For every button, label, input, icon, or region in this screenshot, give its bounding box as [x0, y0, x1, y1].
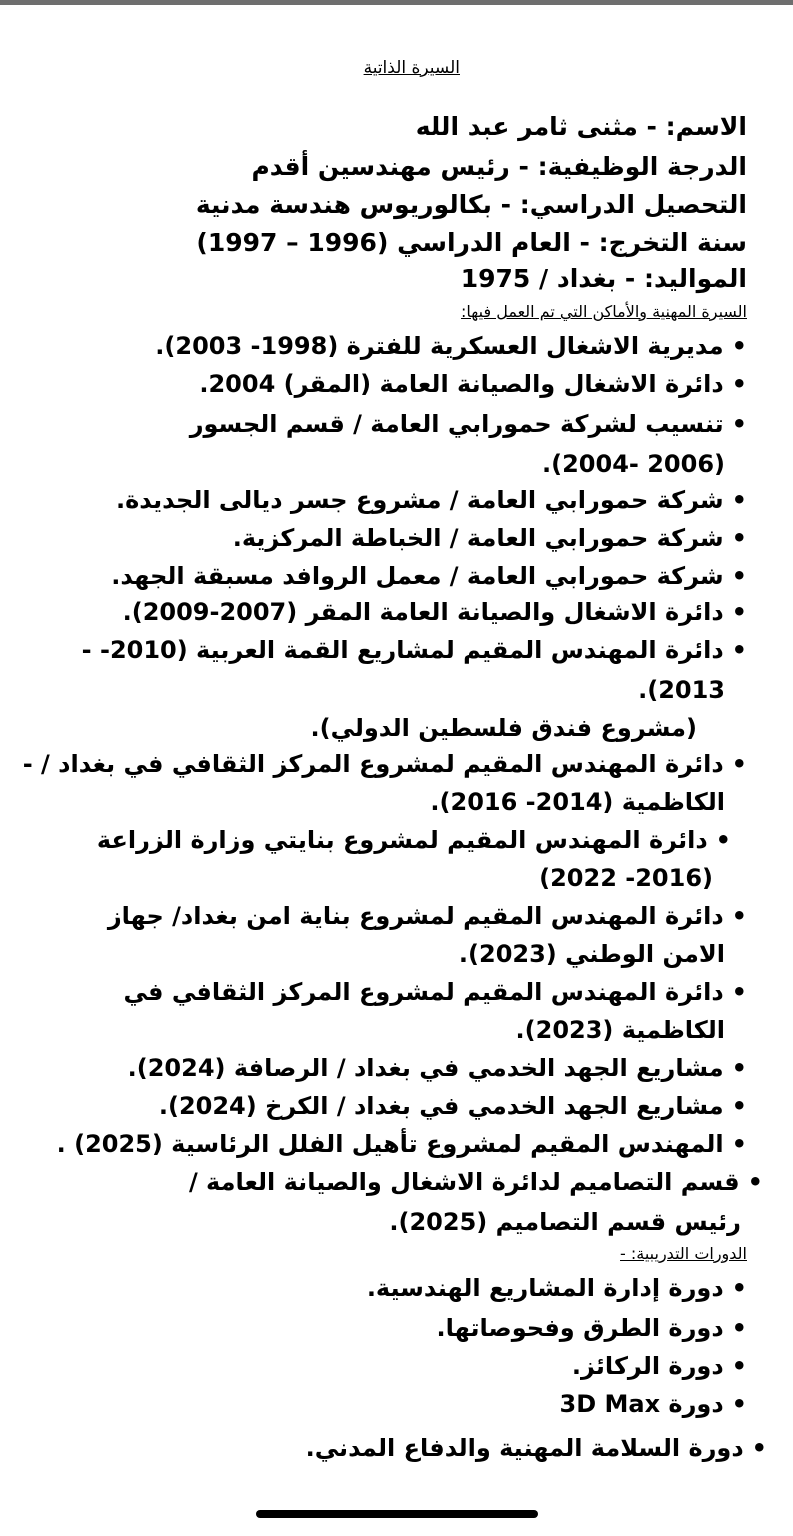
course-item: •دورة 3D Max: [559, 1390, 747, 1418]
career-item: •مشاريع الجهد الخدمي في بغداد / الرصافة (2024).: [127, 1054, 747, 1082]
bullet-icon: •: [731, 486, 747, 514]
bullet-icon: •: [715, 826, 731, 854]
course-item: •دورة السلامة المهنية والدفاع المدني.: [305, 1434, 767, 1462]
career-item: •مديرية الاشغال العسكرية للفترة (1998- 2003).: [155, 332, 747, 360]
bullet-icon: •: [731, 1274, 747, 1302]
bullet-icon: •: [731, 524, 747, 552]
career-item-continuation: الكاظمية (2014- 2016).: [430, 788, 725, 816]
bullet-icon: •: [731, 1130, 747, 1158]
bullet-icon: •: [731, 1054, 747, 1082]
career-item: •دائرة المهندس المقيم لمشروع المركز الثقافي في بغداد / -: [22, 750, 747, 778]
career-item: •دائرة الاشغال والصيانة العامة (المقر) 2004.: [199, 370, 747, 398]
career-item: •مشاريع الجهد الخدمي في بغداد / الكرخ (2024).: [158, 1092, 747, 1120]
bullet-icon: •: [751, 1434, 767, 1462]
career-item: •شركة حمورابي العامة / الخباطة المركزية.: [232, 524, 747, 552]
career-item-continuation: (2006 -2004).: [542, 450, 725, 478]
bullet-icon: •: [747, 1168, 763, 1196]
career-item: •قسم التصاميم لدائرة الاشغال والصيانة العامة /: [188, 1168, 763, 1196]
career-item: •تنسيب لشركة حمورابي العامة / قسم الجسور: [189, 410, 747, 438]
bullet-icon: •: [731, 598, 747, 626]
career-item-continuation: (2016- 2022): [539, 864, 713, 892]
course-item: •دورة الطرق وفحوصاتها.: [436, 1314, 747, 1342]
name-line: الاسم: - مثنى ثامر عبد الله: [415, 112, 747, 141]
graduation-line: سنة التخرج: - العام الدراسي (1996 – 1997): [196, 228, 747, 257]
bullet-icon: •: [731, 750, 747, 778]
bullet-icon: •: [731, 1092, 747, 1120]
career-item-continuation: 2013).: [638, 676, 725, 704]
career-heading: السيرة المهنية والأماكن التي تم العمل فيها:: [461, 302, 747, 321]
bullet-icon: •: [731, 332, 747, 360]
bullet-icon: •: [731, 370, 747, 398]
career-item: •دائرة المهندس المقيم لمشروع المركز الثقافي في: [123, 978, 747, 1006]
career-item: •دائرة المهندس المقيم لمشاريع القمة العربية (2010- -: [81, 636, 747, 664]
bullet-icon: •: [731, 978, 747, 1006]
career-item: •دائرة المهندس المقيم لمشروع بنايتي وزارة الزراعة: [96, 826, 731, 854]
home-indicator[interactable]: [256, 1510, 538, 1518]
career-item-continuation: رئيس قسم التصاميم (2025).: [389, 1208, 741, 1236]
courses-heading: الدورات التدريبية: -: [620, 1244, 747, 1263]
bullet-icon: •: [731, 1314, 747, 1342]
bullet-icon: •: [731, 562, 747, 590]
bullet-icon: •: [731, 410, 747, 438]
job-grade-line: الدرجة الوظيفية: - رئيس مهندسين أقدم: [251, 152, 747, 181]
career-item: •دائرة الاشغال والصيانة العامة المقر (2007-2009).: [122, 598, 747, 626]
career-item: •دائرة المهندس المقيم لمشروع بناية امن بغداد/ جهاز: [107, 902, 747, 930]
education-line: التحصيل الدراسي: - بكالوريوس هندسة مدنية: [195, 190, 747, 219]
document-title: السيرة الذاتية: [363, 58, 460, 78]
career-item: •شركة حمورابي العامة / معمل الروافد مسبقة الجهد.: [111, 562, 747, 590]
bullet-icon: •: [731, 1352, 747, 1380]
career-item-continuation: الكاظمية (2023).: [515, 1016, 725, 1044]
career-item-continuation: الامن الوطني (2023).: [458, 940, 725, 968]
course-item: •دورة إدارة المشاريع الهندسية.: [366, 1274, 747, 1302]
career-item: •المهندس المقيم لمشروع تأهيل الفلل الرئاسية (2025) .: [56, 1130, 747, 1158]
bullet-icon: •: [731, 902, 747, 930]
bullet-icon: •: [731, 636, 747, 664]
career-item-note: (مشروع فندق فلسطين الدولي).: [310, 714, 697, 742]
bullet-icon: •: [731, 1390, 747, 1418]
course-item: •دورة الركائز.: [571, 1352, 747, 1380]
career-item: •شركة حمورابي العامة / مشروع جسر ديالى الجديدة.: [116, 486, 747, 514]
birth-line: المواليد: - بغداد / 1975: [460, 264, 747, 293]
